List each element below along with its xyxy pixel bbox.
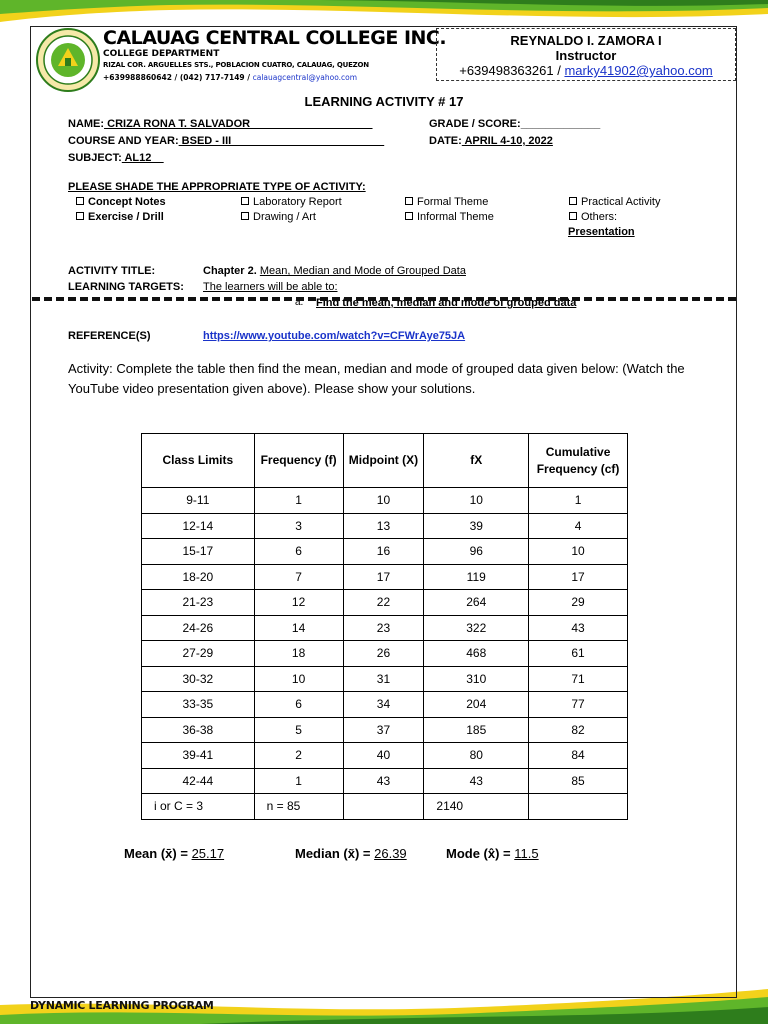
activity-instructions: Activity: Complete the table then find the mean, median and mode of grouped data given below: (Watch the YouTube video presentation given above). Please show your solutions. — [68, 361, 685, 396]
mode-label: Mode (x̂) = — [446, 846, 511, 861]
cell-class-limits: 39-41 — [142, 743, 255, 769]
table-row — [142, 615, 628, 641]
cell-fx: 204 — [424, 692, 529, 718]
cell-frequency: 6 — [254, 539, 343, 565]
option-laboratory-report[interactable] — [241, 196, 342, 208]
learning-targets-label: LEARNING TARGETS: — [68, 281, 184, 293]
grade-label: GRADE / SCORE: — [429, 118, 521, 130]
college-seal-logo — [36, 28, 100, 92]
cell-midpoint: 22 — [343, 590, 424, 616]
option-others[interactable] — [569, 211, 617, 223]
header-cumulative-frequency: Cumulative Frequency (cf) — [529, 434, 628, 488]
cell-frequency: 18 — [254, 641, 343, 667]
activity-type-prompt: PLEASE SHADE THE APPROPRIATE TYPE OF ACTIVITY: — [68, 181, 366, 193]
college-address: RIZAL COR. ARGUELLES STS., POBLACION CUATRO, CALAUAG, QUEZON — [103, 61, 369, 69]
option-label: Exercise / Drill — [88, 211, 164, 223]
checkbox-icon[interactable] — [405, 212, 413, 220]
cell-cumulative-frequency: 43 — [529, 615, 628, 641]
course-label: COURSE AND YEAR: — [68, 135, 179, 147]
cell-fx: 185 — [424, 717, 529, 743]
cell-frequency: 6 — [254, 692, 343, 718]
cell-midpoint: 10 — [343, 488, 424, 514]
table-body — [142, 488, 628, 820]
table-row — [142, 564, 628, 590]
cell-fx: 119 — [424, 564, 529, 590]
instructor-box — [436, 28, 736, 81]
college-contact — [103, 73, 357, 82]
table-row — [142, 539, 628, 565]
college-department: COLLEGE DEPARTMENT — [103, 49, 220, 59]
mean-value: 25.17 — [191, 846, 225, 861]
checkbox-icon[interactable] — [569, 197, 577, 205]
option-formal-theme[interactable] — [405, 196, 488, 208]
instructor-role: Instructor — [555, 48, 617, 63]
option-practical-activity[interactable] — [569, 196, 660, 208]
checkbox-icon[interactable] — [76, 212, 84, 220]
activity-title-label: ACTIVITY TITLE: — [68, 265, 156, 277]
cell-midpoint: 31 — [343, 666, 424, 692]
cell-cumulative-frequency: 1 — [529, 488, 628, 514]
mean-result — [124, 846, 224, 861]
college-name: CALAUAG CENTRAL COLLEGE INC. — [103, 27, 447, 49]
option-label: Drawing / Art — [253, 211, 316, 223]
header-fx: fX — [424, 434, 529, 488]
table-row — [142, 768, 628, 794]
option-label: Laboratory Report — [253, 196, 342, 208]
table-row — [142, 590, 628, 616]
cell-class-limits: 15-17 — [142, 539, 255, 565]
cell-midpoint: 13 — [343, 513, 424, 539]
cell-class-limits: 30-32 — [142, 666, 255, 692]
cell-fx: 310 — [424, 666, 529, 692]
option-label: Formal Theme — [417, 196, 489, 208]
table-row — [142, 488, 628, 514]
target-item-marker: a. — [295, 297, 304, 308]
subject-field — [68, 152, 164, 164]
date-field — [429, 135, 553, 147]
total-class-limits: i or C = 3 — [142, 794, 255, 820]
reference-link[interactable]: https://www.youtube.com/watch?v=CFWrAye75JA — [203, 330, 466, 342]
table-row — [142, 717, 628, 743]
option-label: Others: — [581, 211, 618, 223]
subject-value: AL12__ — [121, 152, 164, 164]
dashed-divider — [32, 297, 736, 301]
option-label: Practical Activity — [581, 196, 661, 208]
total-frequency: n = 85 — [254, 794, 343, 820]
others-value: Presentation — [568, 226, 635, 238]
mode-result — [446, 846, 539, 861]
cell-frequency: 12 — [254, 590, 343, 616]
cell-midpoint: 26 — [343, 641, 424, 667]
name-label: NAME: — [68, 118, 105, 130]
option-label: Concept Notes — [88, 196, 166, 208]
table-row — [142, 743, 628, 769]
cell-midpoint: 40 — [343, 743, 424, 769]
instructor-phone: +639498363261 / — [459, 63, 561, 78]
date-label: DATE: — [429, 135, 462, 147]
cell-class-limits: 27-29 — [142, 641, 255, 667]
checkbox-icon[interactable] — [241, 197, 249, 205]
cell-fx: 10 — [424, 488, 529, 514]
name-field — [68, 118, 372, 130]
cell-fx: 80 — [424, 743, 529, 769]
activity-number-title: LEARNING ACTIVITY # 17 — [304, 94, 464, 109]
cell-midpoint: 23 — [343, 615, 424, 641]
checkbox-icon[interactable] — [76, 197, 84, 205]
date-value: APRIL 4-10, 2022 — [461, 135, 553, 147]
checkbox-icon[interactable] — [241, 212, 249, 220]
cell-midpoint: 34 — [343, 692, 424, 718]
cell-midpoint: 17 — [343, 564, 424, 590]
cell-midpoint: 37 — [343, 717, 424, 743]
total-midpoint — [343, 794, 424, 820]
option-drawing-art[interactable] — [241, 211, 316, 223]
cell-frequency: 5 — [254, 717, 343, 743]
cell-fx: 264 — [424, 590, 529, 616]
cell-frequency: 3 — [254, 513, 343, 539]
table-header-row — [142, 434, 628, 488]
cell-cumulative-frequency: 82 — [529, 717, 628, 743]
cell-cumulative-frequency: 4 — [529, 513, 628, 539]
subject-label: SUBJECT: — [68, 152, 122, 164]
option-concept-notes[interactable] — [76, 196, 166, 208]
cell-class-limits: 36-38 — [142, 717, 255, 743]
option-informal-theme[interactable] — [405, 211, 494, 223]
cell-frequency: 2 — [254, 743, 343, 769]
median-result — [295, 846, 407, 861]
table-row — [142, 641, 628, 667]
cell-frequency: 7 — [254, 564, 343, 590]
option-label: Informal Theme — [417, 211, 494, 223]
instructor-email-link[interactable]: marky41902@yahoo.com — [564, 63, 713, 78]
cell-class-limits: 21-23 — [142, 590, 255, 616]
checkbox-icon[interactable] — [405, 197, 413, 205]
total-cumulative-frequency — [529, 794, 628, 820]
mean-label: Mean (x̄) = — [124, 846, 188, 861]
learning-targets-text: The learners will be able to: — [203, 281, 338, 293]
mode-value: 11.5 — [514, 846, 539, 861]
table-row — [142, 692, 628, 718]
course-value: BSED - III_________________________ — [178, 135, 385, 147]
cell-midpoint: 43 — [343, 768, 424, 794]
cell-fx: 322 — [424, 615, 529, 641]
cell-fx: 39 — [424, 513, 529, 539]
cell-class-limits: 12-14 — [142, 513, 255, 539]
cell-frequency: 10 — [254, 666, 343, 692]
cell-cumulative-frequency: 29 — [529, 590, 628, 616]
name-value: CRIZA RONA T. SALVADOR____________________ — [104, 118, 373, 130]
activity-title-value — [203, 265, 466, 277]
college-email-link[interactable]: calauagcentral@yahoo.com — [252, 73, 358, 82]
grade-field — [429, 118, 600, 130]
median-label: Median (x̃) = — [295, 846, 371, 861]
target-item: Find the mean, median and mode of grouped data — [316, 297, 577, 309]
cell-cumulative-frequency: 77 — [529, 692, 628, 718]
total-fx: 2140 — [424, 794, 529, 820]
cell-fx: 43 — [424, 768, 529, 794]
header-class-limits: Class Limits — [142, 434, 255, 488]
option-exercise-drill[interactable] — [76, 211, 164, 223]
median-value: 26.39 — [374, 846, 407, 861]
cell-cumulative-frequency: 10 — [529, 539, 628, 565]
table-row — [142, 513, 628, 539]
cell-frequency: 14 — [254, 615, 343, 641]
header-midpoint: Midpoint (X) — [343, 434, 424, 488]
footer-program-label: DYNAMIC LEARNING PROGRAM — [30, 999, 214, 1012]
college-phone: +639988860642 / (042) 717-7149 / — [103, 73, 250, 82]
cell-fx: 468 — [424, 641, 529, 667]
checkbox-icon[interactable] — [569, 212, 577, 220]
cell-frequency: 1 — [254, 768, 343, 794]
cell-class-limits: 18-20 — [142, 564, 255, 590]
cell-class-limits: 24-26 — [142, 615, 255, 641]
cell-cumulative-frequency: 84 — [529, 743, 628, 769]
cell-class-limits: 9-11 — [142, 488, 255, 514]
cell-class-limits: 42-44 — [142, 768, 255, 794]
cell-midpoint: 16 — [343, 539, 424, 565]
cell-cumulative-frequency: 17 — [529, 564, 628, 590]
cell-class-limits: 33-35 — [142, 692, 255, 718]
cell-cumulative-frequency: 85 — [529, 768, 628, 794]
header-frequency: Frequency (f) — [254, 434, 343, 488]
grouped-data-table — [141, 433, 628, 820]
chapter-label: Chapter 2. — [203, 265, 257, 277]
chapter-title: Mean, Median and Mode of Grouped Data — [259, 265, 466, 277]
cell-cumulative-frequency: 61 — [529, 641, 628, 667]
grade-value: _____________ — [520, 118, 601, 130]
cell-frequency: 1 — [254, 488, 343, 514]
table-totals-row — [142, 794, 628, 820]
reference-label: REFERENCE(S) — [68, 330, 151, 342]
instructor-contact — [437, 63, 735, 78]
instructor-name: REYNALDO I. ZAMORA I — [510, 33, 662, 48]
course-field — [68, 135, 384, 147]
cell-cumulative-frequency: 71 — [529, 666, 628, 692]
table-row — [142, 666, 628, 692]
cell-fx: 96 — [424, 539, 529, 565]
